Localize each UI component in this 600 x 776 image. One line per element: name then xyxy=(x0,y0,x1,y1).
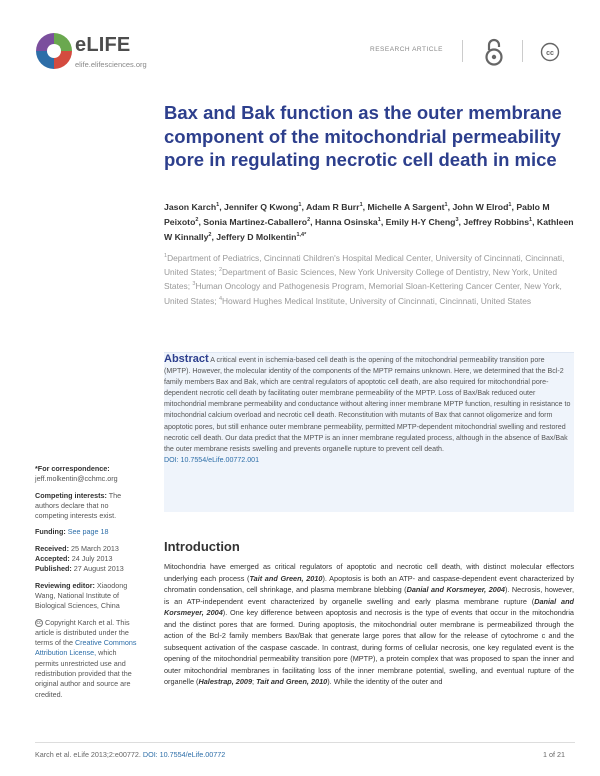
author-affiliation-mark: 3 xyxy=(455,217,459,224)
abstract xyxy=(164,354,572,466)
copyright-cc-icon: cc xyxy=(36,619,42,626)
body-text: ). One key difference between apoptosis and necrosis is the type of events that occur in the mitochondria and the distinct pores that are formed. During apoptosis, the mitochondrial outer membrane is permeabilized through the action of the Bcl-2 family members Bax/Bak that generate large pores that allow for the release of cytochrome c and the subsequent activation of the caspase cascade. In contrast, during forms of cellular necrosis, one key regulated event is the opening of the mitochondrial permeability transition pore (MPTP), a protein complex that was proposed to span the inner and outer mitochondrial membranes in facilitating loss of the inner membrane potential, swelling, and eventual rupture of the organelle ( xyxy=(164,608,574,686)
body-text: ; xyxy=(252,677,257,686)
published-date: 27 August 2013 xyxy=(73,564,124,574)
introduction-body xyxy=(164,561,574,688)
affiliation-text: Department of Basic Sciences, New York University College of Dentistry, New York, United States; xyxy=(164,267,557,292)
accepted-date: 24 July 2013 xyxy=(71,554,113,564)
author-affiliation-mark: 1,4* xyxy=(296,232,307,239)
author-affiliation-mark: 1 xyxy=(216,202,220,208)
author-name: Michelle A Sargent$^1$ xyxy=(367,201,448,212)
page-number: 1 of 21 xyxy=(543,750,565,759)
author-affiliation-mark: 2 xyxy=(195,217,199,224)
affiliation-mark: 4 xyxy=(218,295,222,302)
author-name: Sonia Martinez-Caballero$^2$ xyxy=(203,216,311,227)
author-name: Adam R Burr$^1$ xyxy=(305,201,363,212)
copyright-text: Copyright Karch et al. This article is distributed under the terms of the xyxy=(35,617,130,648)
author-name: Emily H-Y Cheng$^3$ xyxy=(385,216,459,227)
received-label: Received: xyxy=(35,543,69,553)
header-divider xyxy=(522,40,523,62)
abstract-heading: Abstract xyxy=(164,353,209,365)
article-title: Bax and Bak function as the outer membrane component of the mitochondrial permeability pore in regulating necrotic cell death in mice xyxy=(164,102,562,170)
author-affiliation-mark: 1 xyxy=(508,202,512,208)
author-affiliation-mark: 1 xyxy=(359,202,363,208)
affiliation-mark: 3 xyxy=(192,281,196,288)
correspondence-email[interactable]: jeff.molkentin@cchmc.org xyxy=(35,474,118,484)
affiliations xyxy=(164,250,569,307)
citation-link[interactable]: Tait and Green, 2010 xyxy=(249,573,323,583)
article-info-sidebar xyxy=(35,464,140,706)
competing-interests-text: The authors declare that no competing interests exist. xyxy=(35,490,122,521)
correspondence-label: *For correspondence: xyxy=(35,464,110,473)
footer-divider xyxy=(35,742,575,743)
competing-interests-label: Competing interests: xyxy=(35,490,107,500)
brand-url[interactable]: elife.elifesciences.org xyxy=(75,60,147,69)
svg-text:cc: cc xyxy=(546,50,554,57)
abstract-doi-link[interactable]: DOI: 10.7554/eLife.00772.001 xyxy=(164,455,260,464)
affiliation-text: Howard Hughes Medical Institute, University of Cincinnati, Cincinnati, United States xyxy=(222,295,532,306)
author-affiliation-mark: 1 xyxy=(444,202,448,208)
abstract-text: A critical event in ischemia-based cell death is the opening of the mitochondrial permeability transition pore (MPTP). However, the molecular identity of the components of the MPTP remains unknown. Here, we determined that the Bcl-2 family members Bax and Bak, which are central regulators of apoptotic cell death, are also required for mitochondrial pore-dependent necrotic cell death by facilitating outer membrane permeability of the MPTP. Loss of Bax/Bak reduced outer mitochondrial membrane permeability and conductance without altering inner membrane MPTP function, resulting in resistance to mitochondrial calcium overload and necrotic cell death. Reconstitution with mutants of Bax that cannot oligomerize and form apoptotic pores, but still enhance outer membrane permeability, permitted MPTP-dependent mitochondrial swelling and restored necrotic cell death. Our data predict that the MPTP is an inner membrane regulated process, although in the absence of Bax/Bak the outer membrane resists swelling and prevents organelle rupture to prevent cell death. xyxy=(164,356,571,453)
affiliation-mark: 2 xyxy=(218,267,222,274)
affiliation-mark: 1 xyxy=(164,253,168,259)
article-type-label: RESEARCH ARTICLE xyxy=(370,46,443,53)
brand-name[interactable]: eLIFE xyxy=(75,34,131,56)
author-name: Pablo M Peixoto$^2$ xyxy=(164,201,550,227)
author-name: Jeffrey Robbins$^1$ xyxy=(463,216,533,227)
author-affiliation-mark: 1 xyxy=(298,202,302,208)
license-link[interactable]: Creative Commons Attribution License, xyxy=(35,638,137,658)
affiliation-text: Human Oncology and Pathogenesis Program, Memorial Sloan-Kettering Cancer Center, New York, United States; xyxy=(164,281,562,306)
affiliation-text: Department of Pediatrics, Cincinnati Children's Hospital Medical Center, University of Cincinnati, Cincinnati, United States; xyxy=(164,252,565,277)
citation-link[interactable]: Halestrap, 2009 xyxy=(198,677,253,686)
reviewing-editor-label: Reviewing editor: xyxy=(35,580,95,590)
footer-citation xyxy=(35,750,225,759)
author-name: Jennifer Q Kwong$^1$ xyxy=(224,201,302,212)
author-name: Jason Karch$^1$ xyxy=(164,201,220,212)
footer-citation-text: Karch et al. eLife 2013;2:e00772. xyxy=(35,750,141,759)
introduction-heading: Introduction xyxy=(164,539,240,554)
open-access-icon xyxy=(483,37,505,67)
author-list: Jason Karch$^1$, Jennifer Q Kwong$^1$, Adam R Burr$^1$, Michelle A Sargent$^1$, John W Elrod$^1$, Pablo M Peixoto$^2$, Sonia Martinez-Caballero$^2$, Hanna Osinska$^1$, Emily H-Y Cheng$^3$, Jeffrey Robbins$^1$, Kathleen W Kinnally$^2$, Jeffery D Molkentin$^{1,4*}$ xyxy=(164,201,574,243)
body-text: ). While the identity of the outer and xyxy=(327,677,443,686)
elife-logo-icon[interactable] xyxy=(35,32,73,70)
received-date: 25 March 2013 xyxy=(70,543,119,553)
author-name: John W Elrod$^1$ xyxy=(452,201,512,212)
author-name: Kathleen W Kinnally$^2$ xyxy=(164,216,574,243)
creative-commons-icon xyxy=(540,42,560,62)
accepted-label: Accepted: xyxy=(35,554,70,564)
funding-label: Funding: xyxy=(35,527,66,537)
header-divider xyxy=(462,40,463,62)
author-name: Hanna Osinska$^1$ xyxy=(314,216,381,227)
published-label: Published: xyxy=(35,564,72,574)
body-text: Mitochondria have emerged as critical regulators of apoptotic and necrotic cell death, with distinct molecular effectors underlying each process ( xyxy=(164,562,574,583)
funding-link[interactable]: See page 18 xyxy=(67,527,109,537)
author-affiliation-mark: 2 xyxy=(307,217,311,224)
citation-link[interactable]: Danial and Korsmeyer, 2004 xyxy=(164,596,574,617)
author-affiliation-mark: 2 xyxy=(208,232,212,239)
copyright-text-2: which permits unrestricted use and redistribution provided that the original author and source are credited. xyxy=(35,648,132,699)
body-text: ). Apoptosis is both an ATP- and caspase-dependent event characterized by chromatin condensation, cell shrinkage, and plasma membrane blebbing ( xyxy=(164,573,575,594)
reviewing-editor-name: Xiaodong Wang, National Institute of Biological Sciences, China xyxy=(35,580,128,611)
author-affiliation-mark: 1 xyxy=(529,217,533,224)
citation-link[interactable]: Danial and Korsmeyer, 2004 xyxy=(406,585,505,594)
footer-doi-link[interactable]: DOI: 10.7554/eLife.00772 xyxy=(142,750,226,759)
author-name: Jeffery D Molkentin$^{1,4*}$ xyxy=(216,232,307,243)
author-affiliation-mark: 1 xyxy=(377,217,381,224)
body-text: ). Necrosis, however, is an ATP-independent event characterized by organelle swelling and early plasma membrane rupture ( xyxy=(164,585,574,606)
citation-link[interactable]: Tait and Green, 2010 xyxy=(256,677,328,686)
